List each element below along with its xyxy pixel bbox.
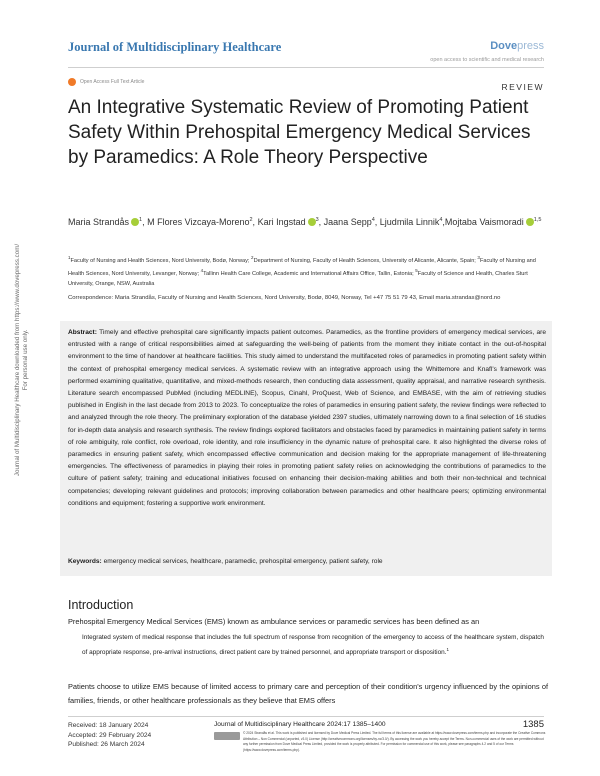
affiliation-text: Faculty of Nursing and Health Sciences, Nord University, Levanger, Norway;	[68, 257, 536, 277]
journal-citation: Journal of Multidisciplinary Healthcare 2024:17 1385–1400	[214, 721, 386, 728]
author-affiliation-ref: 4	[371, 217, 375, 223]
publisher-tagline: open access to scientific and medical research	[430, 57, 544, 63]
license-text: © 2024 Strandås et al. This work is published and licensed by Dove Medical Press Limited. The full terms of this license are available at https://www.dovepress.com/terms.php and incorporate the Creative Commons Attribution – Non Commercial (unported, v3.0) License (http://creativecommons.org/licenses/by-nc/3.0/). By accessing the work you hereby accept the Terms. Non-commercial uses of the work are permitted without any further permission from Dove Medical Press Limited, provided the work is properly attributed. For permission for commercial use of this work, please see paragraphs 4.2 and 5 of our Terms (https://www.dovepress.com/terms.php).	[243, 731, 546, 752]
author-name: Ljudmila Linnik	[379, 217, 440, 227]
keywords-label: Keywords:	[68, 558, 102, 565]
author[interactable]	[68, 217, 142, 227]
author-affiliation-ref: 2	[249, 217, 253, 223]
author[interactable]	[147, 217, 252, 227]
block-quote	[82, 632, 544, 660]
published-date: Published: 26 March 2024	[68, 741, 145, 749]
correspondence: Correspondence: Maria Strandås, Faculty of Nursing and Health Sciences, Nord University, Bodø, 8049, Norway, Tel +47 75 51 79 43, Email maria.strandas@nord.no	[68, 295, 501, 301]
author[interactable]	[258, 217, 319, 227]
affiliation-text: Department of Nursing, Faculty of Health Sciences, University of Alicante, Alicante, Spain;	[253, 257, 478, 264]
creative-commons-icon[interactable]	[214, 732, 240, 740]
affiliation-number: 2	[251, 255, 254, 260]
orcid-icon[interactable]	[131, 218, 139, 226]
keywords-text: emergency medical services, healthcare, paramedic, prehospital emergency, patient safety, role	[103, 558, 383, 565]
abstract	[68, 327, 546, 510]
author-affiliation-ref: 1	[139, 217, 143, 223]
orcid-icon[interactable]	[526, 218, 534, 226]
author[interactable]	[324, 217, 375, 227]
download-notice-line2: For personal use only.	[22, 329, 29, 391]
affiliation-number: 1	[68, 255, 71, 260]
keywords	[68, 558, 546, 565]
author-affiliation-ref: 3	[315, 217, 319, 223]
paragraph: Patients choose to utilize EMS because of limited access to primary care and perception of their condition's urgency influenced by the opinions of families, friends, or other healthcare professionals as they believe that EMS offers	[68, 682, 548, 705]
publisher-main: Dove	[490, 40, 518, 52]
open-access-icon	[68, 78, 76, 86]
publisher-logo[interactable]	[490, 40, 544, 52]
page-number: 1385	[522, 719, 544, 730]
open-access-badge	[68, 78, 144, 86]
author-name: Jaana Sepp	[323, 217, 372, 227]
author-name: Kari Ingstad	[257, 217, 306, 227]
author-affiliation-ref: 4	[439, 217, 443, 223]
affiliation-number: 3	[477, 255, 480, 260]
paragraph: Prehospital Emergency Medical Services (EMS) known as ambulance services or paramedic services has been defined as an	[68, 617, 480, 626]
abstract-text: Timely and effective prehospital care significantly impacts patient outcomes. Paramedics, as the frontline providers of emergency medical services, are entrusted with a range of critical responsibilities aimed at safeguarding the well-being of patients from the moment they initiate contact in the out-of-hospital environment to the time of handover at healthcare facilities. This study aimed to understand the multifaceted roles of paramedics in promoting patient safety within the context of prehospital emergency medical services. A systematic review with an integrative approach using the Whittemore and Knafl's framework was performed examining qualitative, quantitative, and mixed-methods research, then conducting data assessment, quality appraisal, and narrative research synthesis. Literature search encompassed PubMed (including MEDLINE), Scopus, Cinahl, ProQuest, Web of Science, and EMBASE, with the aim of retrieving studies published in English in the last decade from 2013 to 2023. To conceptualize the roles of paramedics in ensuring patient safety, the review findings were reflected to and analyzed through the role theory. The preliminary exploration of the database yielded 2397 studies, ultimately narrowing down to a final selection of 16 studies for in-depth data analysis and research synthesis. The review findings explored facilitators and obstacles faced by paramedics in maintaining patient safety in terms of role ambiguity, role conflict, role overload, role identity, and role insufficiency in the dynamic nature of prehospital care. It also highlighted the diverse roles of paramedics in ensuring patient safety, which encompassed effective communication and decision making for the appropriate management of life-threatening emergencies. The effectiveness of paramedics in playing their roles in promoting patient safety relies on acknowledging the contributions of paramedics to the culture of patient safety; training and educational initiatives focused on enhancing their decision-making abilities and both their non-technical and technical competencies; developing relevant guidelines and protocols; improving collaboration between paramedics and other healthcare peers; optimizing environmental conditions and equipment; fostering a supportive work environment.	[68, 329, 547, 507]
footer-divider	[68, 716, 544, 717]
received-date: Received: 18 January 2024	[68, 722, 149, 729]
affiliation-text: Tallinn Health Care College, Academic and International Affairs Office, Tallin, Estonia;	[203, 270, 416, 277]
header-divider	[68, 67, 544, 68]
affiliation-number: 5	[415, 267, 418, 273]
article-dates	[68, 721, 151, 750]
author[interactable]	[445, 217, 542, 227]
section-heading: Introduction	[68, 598, 134, 612]
orcid-icon[interactable]	[308, 218, 316, 226]
open-access-label: Open Access Full Text Article	[80, 79, 145, 85]
author-name: Maria Strandås	[68, 217, 130, 227]
affiliations	[68, 253, 548, 289]
author-name: M Flores Vizcaya-Moreno	[147, 217, 250, 227]
publisher-accent: press	[517, 40, 544, 52]
author-affiliation-ref: 1,5	[533, 217, 542, 223]
citation-ref[interactable]: 1	[446, 647, 449, 653]
affiliation-text: Faculty of Nursing and Health Sciences, Nord University, Bodø, Norway;	[70, 257, 252, 264]
affiliation-number: 4	[200, 267, 204, 273]
article-title: An Integrative Systematic Review of Promoting Patient Safety Within Prehospital Emergency Medical Services by Paramedics: A Role Theory Perspective	[68, 97, 531, 168]
journal-title[interactable]: Journal of Multidisciplinary Healthcare	[68, 40, 282, 54]
author-name: Mojtaba Vaismoradi	[444, 217, 524, 227]
affiliation-text: Faculty of Science and Health, Charles Sturt University, Orange, NSW, Australia	[68, 270, 528, 287]
quote-text: Integrated system of medical response that includes the full spectrum of response from recognition of the emergency to access of the healthcare system, dispatch of appropriate response, pre-arrival instructions, direct patient care by trained personnel, and appropriate transport or disposition.	[82, 634, 544, 657]
author-list: Maria Strandås $^1$, M Flores Vizcaya-Moreno$^2$, Kari Ingstad $^3$, Jaana Sepp$^4$, Ljudmila Linnik$^4$,Mojtaba Vaismoradi $^{1,5}$	[68, 217, 542, 227]
abstract-label: Abstract:	[68, 329, 97, 336]
author[interactable]	[380, 217, 443, 227]
download-notice	[14, 244, 30, 476]
article-type: REVIEW	[501, 82, 544, 92]
download-notice-line1: Journal of Multidisciplinary Healthcare downloaded from https://www.dovepress.com/	[14, 243, 21, 477]
accepted-date: Accepted: 29 February 2024	[68, 731, 152, 739]
